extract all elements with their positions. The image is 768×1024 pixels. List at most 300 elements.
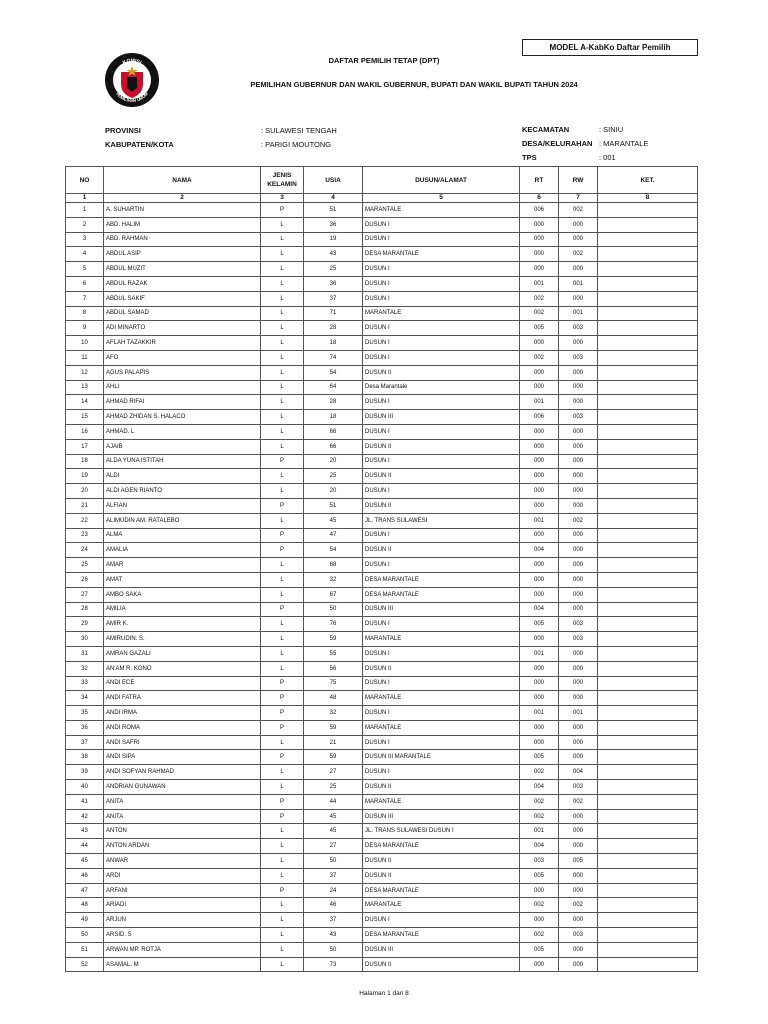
- cell-no: 5: [66, 262, 104, 277]
- cell-ket: [598, 217, 698, 232]
- cell-rw: 000: [559, 942, 598, 957]
- cell-no: 12: [66, 365, 104, 380]
- cell-rt: 000: [520, 661, 559, 676]
- cell-rt: 002: [520, 306, 559, 321]
- cell-rw: 004: [559, 765, 598, 780]
- cell-rw: 000: [559, 262, 598, 277]
- cell-no: 41: [66, 794, 104, 809]
- cell-rw: 000: [559, 735, 598, 750]
- cell-no: 50: [66, 928, 104, 943]
- cell-rw: 001: [559, 276, 598, 291]
- cell-no: 42: [66, 809, 104, 824]
- cell-usia: 45: [304, 824, 363, 839]
- cell-nama: ABDUL RAZAK: [104, 276, 261, 291]
- cell-ket: [598, 424, 698, 439]
- table-row: [66, 232, 698, 247]
- cell-ket: [598, 735, 698, 750]
- cell-alamat: MARANTALE: [363, 691, 520, 706]
- cell-rt: 004: [520, 780, 559, 795]
- cell-usia: 54: [304, 365, 363, 380]
- cell-nama: ANITA: [104, 794, 261, 809]
- table-row: [66, 262, 698, 277]
- cell-jenis-kelamin: P: [261, 543, 304, 558]
- cell-rt: 000: [520, 498, 559, 513]
- col-number: 2: [104, 194, 261, 203]
- cell-alamat: MARANTALE: [363, 794, 520, 809]
- cell-no: 2: [66, 217, 104, 232]
- cell-nama: ABD. RAHMAN: [104, 232, 261, 247]
- cell-ket: [598, 203, 698, 218]
- cell-usia: 75: [304, 676, 363, 691]
- cell-usia: 32: [304, 706, 363, 721]
- cell-jenis-kelamin: L: [261, 617, 304, 632]
- cell-jenis-kelamin: L: [261, 291, 304, 306]
- cell-usia: 51: [304, 203, 363, 218]
- cell-usia: 68: [304, 558, 363, 573]
- cell-alamat: JL. TRANS SULAWESI DUSUN I: [363, 824, 520, 839]
- cell-jenis-kelamin: L: [261, 336, 304, 351]
- cell-nama: AMIRUDIN. S.: [104, 632, 261, 647]
- table-row: [66, 276, 698, 291]
- cell-alamat: MARANTALE: [363, 632, 520, 647]
- cell-usia: 43: [304, 247, 363, 262]
- cell-rw: 000: [559, 291, 598, 306]
- cell-rt: 000: [520, 735, 559, 750]
- cell-nama: AJAIB: [104, 439, 261, 454]
- cell-rw: 003: [559, 928, 598, 943]
- cell-no: 19: [66, 469, 104, 484]
- cell-alamat: DUSUN II: [363, 439, 520, 454]
- cell-alamat: DUSUN I: [363, 765, 520, 780]
- cell-nama: ALDA YUNA ISTITAH: [104, 454, 261, 469]
- cell-ket: [598, 469, 698, 484]
- cell-usia: 59: [304, 632, 363, 647]
- cell-nama: ARFANI: [104, 883, 261, 898]
- cell-rt: 000: [520, 587, 559, 602]
- cell-usia: 50: [304, 854, 363, 869]
- cell-rw: 000: [559, 484, 598, 499]
- cell-no: 1: [66, 203, 104, 218]
- table-row: [66, 765, 698, 780]
- document-subtitle: PEMILIHAN GUBERNUR DAN WAKIL GUBERNUR, BUPATI DAN WAKIL BUPATI TAHUN 2024: [250, 80, 578, 89]
- cell-nama: ANDI ROMA: [104, 720, 261, 735]
- voter-table-body: [66, 203, 698, 972]
- cell-usia: 25: [304, 780, 363, 795]
- cell-nama: ALMA: [104, 528, 261, 543]
- cell-alamat: MARANTALE: [363, 898, 520, 913]
- cell-nama: ANDI SOFYAN RAHMAD: [104, 765, 261, 780]
- cell-ket: [598, 528, 698, 543]
- cell-nama: ALFIAN: [104, 498, 261, 513]
- desa-label: DESA/KELURAHAN: [522, 139, 593, 148]
- col-number: 7: [559, 194, 598, 203]
- table-row: [66, 794, 698, 809]
- cell-nama: AGUS PALAPIS: [104, 365, 261, 380]
- cell-rt: 002: [520, 350, 559, 365]
- cell-alamat: DUSUN I: [363, 321, 520, 336]
- table-row: [66, 587, 698, 602]
- cell-jenis-kelamin: P: [261, 794, 304, 809]
- table-row: [66, 306, 698, 321]
- cell-ket: [598, 498, 698, 513]
- cell-jenis-kelamin: L: [261, 632, 304, 647]
- cell-no: 18: [66, 454, 104, 469]
- cell-jenis-kelamin: P: [261, 883, 304, 898]
- cell-rt: 000: [520, 632, 559, 647]
- cell-rw: 000: [559, 839, 598, 854]
- cell-usia: 36: [304, 276, 363, 291]
- cell-rt: 001: [520, 513, 559, 528]
- cell-jenis-kelamin: L: [261, 928, 304, 943]
- cell-jenis-kelamin: L: [261, 439, 304, 454]
- cell-usia: 59: [304, 720, 363, 735]
- cell-alamat: DUSUN III: [363, 410, 520, 425]
- cell-alamat: DUSUN I: [363, 676, 520, 691]
- cell-alamat: DUSUN I: [363, 617, 520, 632]
- cell-no: 28: [66, 602, 104, 617]
- table-row: [66, 513, 698, 528]
- cell-jenis-kelamin: L: [261, 765, 304, 780]
- cell-usia: 56: [304, 661, 363, 676]
- cell-alamat: DUSUN I: [363, 424, 520, 439]
- cell-ket: [598, 750, 698, 765]
- col-number: 6: [520, 194, 559, 203]
- cell-alamat: DESA MARANTALE: [363, 839, 520, 854]
- cell-usia: 46: [304, 898, 363, 913]
- cell-rw: 000: [559, 424, 598, 439]
- cell-alamat: DUSUN II: [363, 957, 520, 972]
- cell-rt: 001: [520, 706, 559, 721]
- cell-alamat: DESA MARANTALE: [363, 247, 520, 262]
- kecamatan-value: : SINIU: [599, 125, 624, 134]
- cell-rt: 002: [520, 928, 559, 943]
- kecamatan-label: KECAMATAN: [522, 125, 570, 134]
- table-row: [66, 247, 698, 262]
- cell-nama: ANTON ARDAN: [104, 839, 261, 854]
- cell-ket: [598, 691, 698, 706]
- cell-jenis-kelamin: L: [261, 484, 304, 499]
- kabupaten-label: KABUPATEN/KOTA: [105, 140, 174, 149]
- cell-rt: 005: [520, 321, 559, 336]
- cell-usia: 28: [304, 395, 363, 410]
- cell-usia: 24: [304, 883, 363, 898]
- cell-usia: 37: [304, 291, 363, 306]
- cell-jenis-kelamin: P: [261, 676, 304, 691]
- cell-rt: 006: [520, 410, 559, 425]
- cell-jenis-kelamin: L: [261, 247, 304, 262]
- cell-rt: 000: [520, 720, 559, 735]
- cell-jenis-kelamin: L: [261, 913, 304, 928]
- table-row: [66, 883, 698, 898]
- header-no: NO: [66, 167, 104, 194]
- cell-alamat: DUSUN I: [363, 262, 520, 277]
- cell-usia: 76: [304, 617, 363, 632]
- cell-jenis-kelamin: L: [261, 232, 304, 247]
- cell-jenis-kelamin: L: [261, 558, 304, 573]
- cell-ket: [598, 262, 698, 277]
- cell-usia: 66: [304, 424, 363, 439]
- cell-jenis-kelamin: L: [261, 898, 304, 913]
- cell-alamat: DUSUN I: [363, 454, 520, 469]
- cell-nama: ADI MINARTO: [104, 321, 261, 336]
- cell-no: 51: [66, 942, 104, 957]
- cell-rw: 000: [559, 558, 598, 573]
- cell-ket: [598, 454, 698, 469]
- cell-usia: 19: [304, 232, 363, 247]
- cell-rw: 000: [559, 750, 598, 765]
- cell-rt: 003: [520, 854, 559, 869]
- cell-nama: AMIR K.: [104, 617, 261, 632]
- table-row: [66, 661, 698, 676]
- cell-rw: 000: [559, 587, 598, 602]
- cell-rt: 000: [520, 262, 559, 277]
- cell-usia: 21: [304, 735, 363, 750]
- cell-nama: ABD. HALIM: [104, 217, 261, 232]
- cell-nama: ABDUL SAKIF: [104, 291, 261, 306]
- cell-ket: [598, 439, 698, 454]
- cell-rt: 000: [520, 957, 559, 972]
- cell-nama: AHMAD RIFAI: [104, 395, 261, 410]
- cell-rt: 002: [520, 765, 559, 780]
- cell-no: 7: [66, 291, 104, 306]
- cell-nama: ANDI FATRA: [104, 691, 261, 706]
- table-row: [66, 395, 698, 410]
- cell-no: 4: [66, 247, 104, 262]
- cell-no: 26: [66, 572, 104, 587]
- cell-rw: 000: [559, 498, 598, 513]
- cell-alamat: DUSUN I: [363, 276, 520, 291]
- cell-rw: 000: [559, 661, 598, 676]
- cell-rt: 000: [520, 469, 559, 484]
- cell-alamat: DUSUN I: [363, 528, 520, 543]
- cell-rw: 000: [559, 336, 598, 351]
- cell-rt: 001: [520, 395, 559, 410]
- table-row: [66, 602, 698, 617]
- table-row: [66, 735, 698, 750]
- cell-ket: [598, 232, 698, 247]
- cell-rw: 000: [559, 868, 598, 883]
- cell-nama: ANWAR: [104, 854, 261, 869]
- cell-jenis-kelamin: L: [261, 868, 304, 883]
- table-row: [66, 942, 698, 957]
- cell-nama: AFO: [104, 350, 261, 365]
- cell-no: 17: [66, 439, 104, 454]
- cell-usia: 37: [304, 913, 363, 928]
- cell-ket: [598, 809, 698, 824]
- cell-jenis-kelamin: L: [261, 957, 304, 972]
- cell-jenis-kelamin: L: [261, 780, 304, 795]
- cell-jenis-kelamin: L: [261, 306, 304, 321]
- cell-alamat: MARANTALE: [363, 203, 520, 218]
- cell-ket: [598, 868, 698, 883]
- cell-alamat: DUSUN II: [363, 780, 520, 795]
- cell-rw: 003: [559, 410, 598, 425]
- cell-ket: [598, 780, 698, 795]
- cell-rt: 000: [520, 247, 559, 262]
- cell-nama: ALDI AGEN RIANTO: [104, 484, 261, 499]
- table-row: [66, 928, 698, 943]
- kabupaten-value: : PARIGI MOUTONG: [261, 140, 332, 149]
- cell-alamat: DUSUN I: [363, 735, 520, 750]
- cell-rt: 002: [520, 794, 559, 809]
- logo-top-text: KOMISI: [121, 57, 143, 66]
- table-row: [66, 839, 698, 854]
- cell-rw: 000: [559, 365, 598, 380]
- cell-nama: AHMAD ZHIDAN S. HALACO: [104, 410, 261, 425]
- cell-alamat: DESA MARANTALE: [363, 928, 520, 943]
- cell-rt: 000: [520, 676, 559, 691]
- cell-alamat: DUSUN II: [363, 854, 520, 869]
- cell-ket: [598, 291, 698, 306]
- cell-rw: 000: [559, 380, 598, 395]
- cell-ket: [598, 883, 698, 898]
- cell-rt: 002: [520, 809, 559, 824]
- cell-jenis-kelamin: L: [261, 735, 304, 750]
- cell-nama: ARSID. S: [104, 928, 261, 943]
- cell-usia: 45: [304, 513, 363, 528]
- table-row: [66, 410, 698, 425]
- cell-rw: 000: [559, 543, 598, 558]
- cell-ket: [598, 336, 698, 351]
- cell-rw: 002: [559, 247, 598, 262]
- cell-rt: 002: [520, 291, 559, 306]
- cell-ket: [598, 410, 698, 425]
- cell-ket: [598, 854, 698, 869]
- cell-jenis-kelamin: L: [261, 262, 304, 277]
- cell-usia: 18: [304, 410, 363, 425]
- header-usia: USIA: [304, 167, 363, 194]
- cell-ket: [598, 898, 698, 913]
- cell-rw: 003: [559, 321, 598, 336]
- cell-no: 48: [66, 898, 104, 913]
- cell-rt: 000: [520, 454, 559, 469]
- cell-jenis-kelamin: L: [261, 513, 304, 528]
- cell-jenis-kelamin: P: [261, 498, 304, 513]
- cell-jenis-kelamin: L: [261, 380, 304, 395]
- cell-nama: ARWAN MP. ROTJA: [104, 942, 261, 957]
- cell-jenis-kelamin: P: [261, 528, 304, 543]
- cell-usia: 67: [304, 587, 363, 602]
- cell-nama: AHLI: [104, 380, 261, 395]
- cell-alamat: DUSUN II: [363, 469, 520, 484]
- cell-rw: 000: [559, 646, 598, 661]
- cell-rw: 000: [559, 572, 598, 587]
- col-number: 1: [66, 194, 104, 203]
- cell-ket: [598, 321, 698, 336]
- cell-alamat: DUSUN I: [363, 484, 520, 499]
- cell-usia: 28: [304, 321, 363, 336]
- cell-rt: 005: [520, 617, 559, 632]
- cell-alamat: DUSUN II: [363, 543, 520, 558]
- voter-table: [65, 166, 698, 972]
- cell-no: 15: [66, 410, 104, 425]
- cell-rw: 003: [559, 350, 598, 365]
- cell-usia: 74: [304, 350, 363, 365]
- cell-usia: 43: [304, 928, 363, 943]
- cell-ket: [598, 824, 698, 839]
- table-row: [66, 469, 698, 484]
- cell-rt: 000: [520, 558, 559, 573]
- cell-no: 16: [66, 424, 104, 439]
- cell-rt: 002: [520, 898, 559, 913]
- cell-jenis-kelamin: P: [261, 750, 304, 765]
- cell-jenis-kelamin: L: [261, 395, 304, 410]
- cell-no: 45: [66, 854, 104, 869]
- provinsi-label: PROVINSI: [105, 126, 141, 135]
- desa-value: : MARANTALE: [599, 139, 649, 148]
- table-row: [66, 321, 698, 336]
- cell-rw: 002: [559, 898, 598, 913]
- table-row: [66, 498, 698, 513]
- cell-ket: [598, 513, 698, 528]
- cell-no: 52: [66, 957, 104, 972]
- cell-jenis-kelamin: L: [261, 824, 304, 839]
- cell-ket: [598, 247, 698, 262]
- table-row: [66, 543, 698, 558]
- cell-ket: [598, 839, 698, 854]
- cell-alamat: DESA MARANTALE: [363, 587, 520, 602]
- cell-no: 35: [66, 706, 104, 721]
- cell-usia: 50: [304, 942, 363, 957]
- cell-rt: 005: [520, 942, 559, 957]
- header-ket: KET.: [598, 167, 698, 194]
- cell-rt: 000: [520, 232, 559, 247]
- cell-rw: 002: [559, 203, 598, 218]
- table-row: [66, 868, 698, 883]
- cell-rt: 000: [520, 572, 559, 587]
- cell-no: 47: [66, 883, 104, 898]
- table-row: [66, 424, 698, 439]
- cell-rt: 000: [520, 913, 559, 928]
- cell-no: 10: [66, 336, 104, 351]
- cell-nama: ABDUL MUZIT: [104, 262, 261, 277]
- cell-rw: 000: [559, 217, 598, 232]
- cell-alamat: DUSUN III: [363, 602, 520, 617]
- cell-no: 37: [66, 735, 104, 750]
- document-title: DAFTAR PEMILIH TETAP (DPT): [328, 56, 440, 65]
- cell-no: 49: [66, 913, 104, 928]
- cell-ket: [598, 617, 698, 632]
- cell-rw: 000: [559, 809, 598, 824]
- cell-rw: 000: [559, 957, 598, 972]
- cell-alamat: DUSUN I: [363, 336, 520, 351]
- cell-rw: 005: [559, 854, 598, 869]
- cell-nama: ANDI ECE: [104, 676, 261, 691]
- cell-jenis-kelamin: P: [261, 706, 304, 721]
- table-row: [66, 957, 698, 972]
- cell-usia: 54: [304, 543, 363, 558]
- cell-jenis-kelamin: L: [261, 321, 304, 336]
- cell-no: 38: [66, 750, 104, 765]
- cell-usia: 27: [304, 839, 363, 854]
- page-footer: Halaman 1 dari 8: [359, 990, 409, 997]
- table-row: [66, 336, 698, 351]
- cell-nama: ALDI: [104, 469, 261, 484]
- cell-usia: 73: [304, 957, 363, 972]
- cell-no: 43: [66, 824, 104, 839]
- cell-no: 13: [66, 380, 104, 395]
- cell-rw: 003: [559, 780, 598, 795]
- table-row: [66, 809, 698, 824]
- col-number: 8: [598, 194, 698, 203]
- header-rt: RT: [520, 167, 559, 194]
- cell-ket: [598, 276, 698, 291]
- cell-jenis-kelamin: P: [261, 602, 304, 617]
- col-number: 5: [363, 194, 520, 203]
- cell-no: 20: [66, 484, 104, 499]
- cell-ket: [598, 957, 698, 972]
- cell-rt: 000: [520, 484, 559, 499]
